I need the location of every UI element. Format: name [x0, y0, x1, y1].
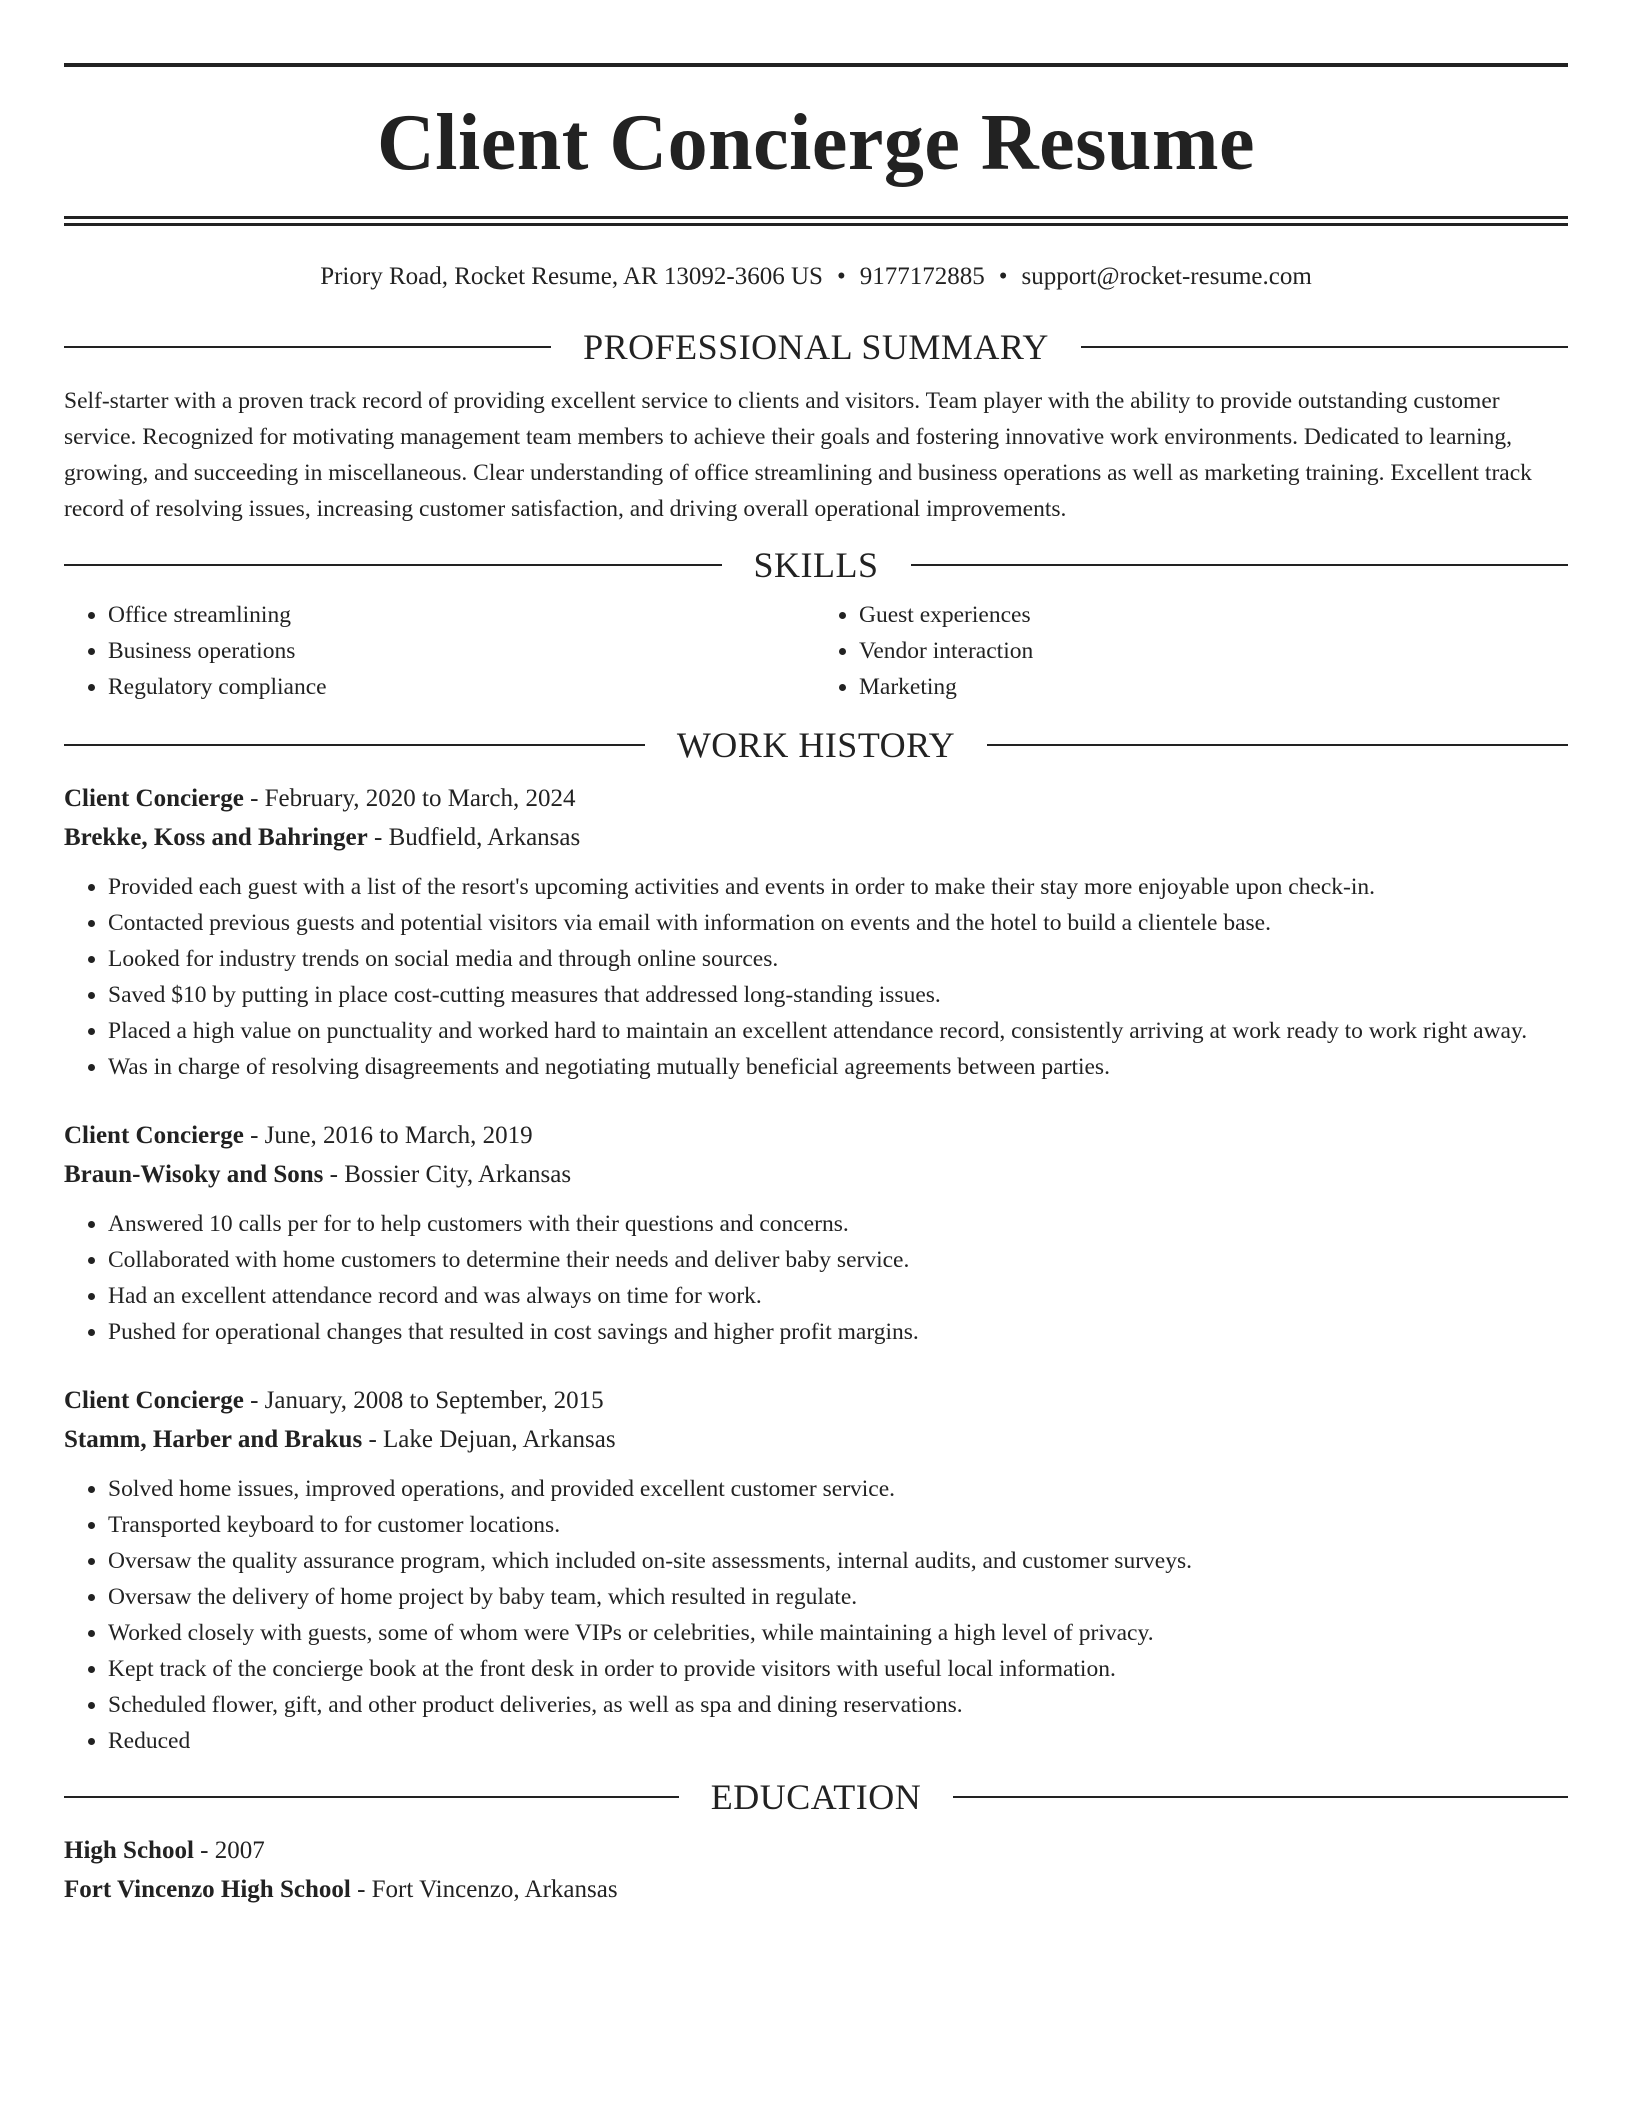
job-title-line [64, 1381, 1568, 1420]
job-company: Stamm, Harber and Brakus [64, 1426, 363, 1453]
skills-grid [64, 597, 1568, 705]
duty-item: • Had an excellent attendance record and was always on time for work. [108, 1278, 1568, 1314]
duty-item: • Contacted previous guests and potential visitors via email with information on events and the hotel to build a clientele base. [108, 905, 1568, 941]
job-duties [64, 1471, 1568, 1759]
duty-item: • Provided each guest with a list of the resort's upcoming activities and events in order to make their stay more enjoyable upon check-in. [108, 869, 1568, 905]
duty-item: • Transported keyboard to for customer locations. [108, 1507, 1568, 1543]
title-double-rule [64, 216, 1568, 226]
job-title-line [64, 779, 1568, 818]
duty-item: • Oversaw the delivery of home project by baby team, which resulted in regulate. [108, 1579, 1568, 1615]
heading-rule-right [1081, 346, 1568, 348]
section-title: PROFESSIONAL SUMMARY [583, 327, 1049, 367]
job-location: - Lake Dejuan, Arkansas [362, 1426, 616, 1453]
heading-rule-left [64, 744, 645, 746]
duty-item: • Worked closely with guests, some of whom were VIPs or celebrities, while maintaining a high level of privacy. [108, 1615, 1568, 1651]
duty-item: • Placed a high value on punctuality and worked hard to maintain an excellent attendance record, consistently arriving at work ready to work right away. [108, 1013, 1568, 1049]
job-entry [64, 779, 1568, 1085]
education-location: - Fort Vincenzo, Arkansas [350, 1876, 618, 1903]
heading-rule-left [64, 1796, 679, 1798]
education-school-line [64, 1870, 1568, 1909]
skill-item: • Guest experiences [859, 597, 1568, 633]
job-duties [64, 869, 1568, 1085]
job-entry [64, 1116, 1568, 1350]
contact-separator: • [836, 263, 846, 290]
duty-item: • Pushed for operational changes that resulted in cost savings and higher profit margins. [108, 1314, 1568, 1350]
duty-item: • Reduced [108, 1723, 1568, 1759]
skills-list-left [64, 597, 816, 705]
job-company-line [64, 1420, 1568, 1459]
education-degree-line [64, 1831, 1568, 1870]
duty-item: • Was in charge of resolving disagreements and negotiating mutually beneficial agreements between parties. [108, 1049, 1568, 1085]
skill-item: • Regulatory compliance [108, 669, 816, 705]
job-duties [64, 1206, 1568, 1350]
job-title: Client Concierge [64, 1122, 244, 1149]
heading-rule-right [911, 564, 1569, 566]
section-title: SKILLS [753, 545, 879, 585]
job-title: Client Concierge [64, 785, 244, 812]
contact-line [64, 264, 1568, 289]
duty-item: • Collaborated with home customers to determine their needs and deliver baby service. [108, 1242, 1568, 1278]
contact-address: Priory Road, Rocket Resume, AR 13092-3606 US [320, 263, 823, 290]
job-company-line [64, 818, 1568, 857]
contact-phone: 9177172885 [859, 263, 985, 290]
job-title: Client Concierge [64, 1387, 244, 1414]
duty-item: • Looked for industry trends on social media and through online sources. [108, 941, 1568, 977]
duty-item: • Solved home issues, improved operations, and provided excellent customer service. [108, 1471, 1568, 1507]
duty-item: • Saved $10 by putting in place cost-cutting measures that addressed long-standing issues. [108, 977, 1568, 1013]
skill-item: • Vendor interaction [859, 633, 1568, 669]
skills-list-right [816, 597, 1568, 705]
job-entry [64, 1381, 1568, 1759]
section-heading-summary [64, 329, 1568, 365]
section-heading-skills [64, 547, 1568, 583]
duty-item: • Scheduled flower, gift, and other product deliveries, as well as spa and dining reservations. [108, 1687, 1568, 1723]
job-dates: - January, 2008 to September, 2015 [243, 1387, 604, 1414]
job-company: Brekke, Koss and Bahringer [64, 824, 368, 851]
education-entry [64, 1831, 1568, 1909]
resume-title: Client Concierge Resume [377, 99, 1255, 187]
job-location: - Bossier City, Arkansas [323, 1161, 572, 1188]
duty-item: • Kept track of the concierge book at the front desk in order to provide visitors with useful local information. [108, 1651, 1568, 1687]
job-dates: - February, 2020 to March, 2024 [243, 785, 576, 812]
job-company-line [64, 1155, 1568, 1194]
job-title-line [64, 1116, 1568, 1155]
section-heading-education [64, 1779, 1568, 1815]
section-title: WORK HISTORY [676, 725, 956, 765]
skill-item: • Office streamlining [108, 597, 816, 633]
job-company: Braun-Wisoky and Sons [64, 1161, 324, 1188]
education-school: Fort Vincenzo High School [64, 1876, 351, 1903]
skill-item: • Marketing [859, 669, 1568, 705]
summary-text: Self-starter with a proven track record of providing excellent service to clients and visitors. Team player with the ability to provide outstanding customer service. Recognized for motivating management team members to achieve their goals and fostering innovative work environments. Dedicated to learning, growing, and succeeding in miscellaneous. Clear understanding of office streamlining and business operations as well as marketing training. Excellent track record of resolving issues, increasing customer satisfaction, and driving overall operational improvements. [64, 388, 1532, 522]
heading-rule-right [987, 744, 1568, 746]
job-dates: - June, 2016 to March, 2019 [243, 1122, 533, 1149]
skill-item: • Business operations [108, 633, 816, 669]
heading-rule-left [64, 346, 551, 348]
education-year: - 2007 [193, 1837, 265, 1864]
heading-rule-right [953, 1796, 1568, 1798]
education-degree: High School [64, 1837, 194, 1864]
job-location: - Budfield, Arkansas [367, 824, 581, 851]
duty-item: • Answered 10 calls per for to help customers with their questions and concerns. [108, 1206, 1568, 1242]
resume-page [64, 0, 1568, 1909]
contact-separator: • [998, 263, 1008, 290]
contact-email[interactable]: support@rocket-resume.com [1021, 263, 1312, 290]
section-title: EDUCATION [710, 1777, 922, 1817]
heading-rule-left [64, 564, 722, 566]
duty-item: • Oversaw the quality assurance program, which included on-site assessments, internal audits, and customer surveys. [108, 1543, 1568, 1579]
section-heading-work [64, 727, 1568, 763]
top-rule [64, 63, 1568, 67]
